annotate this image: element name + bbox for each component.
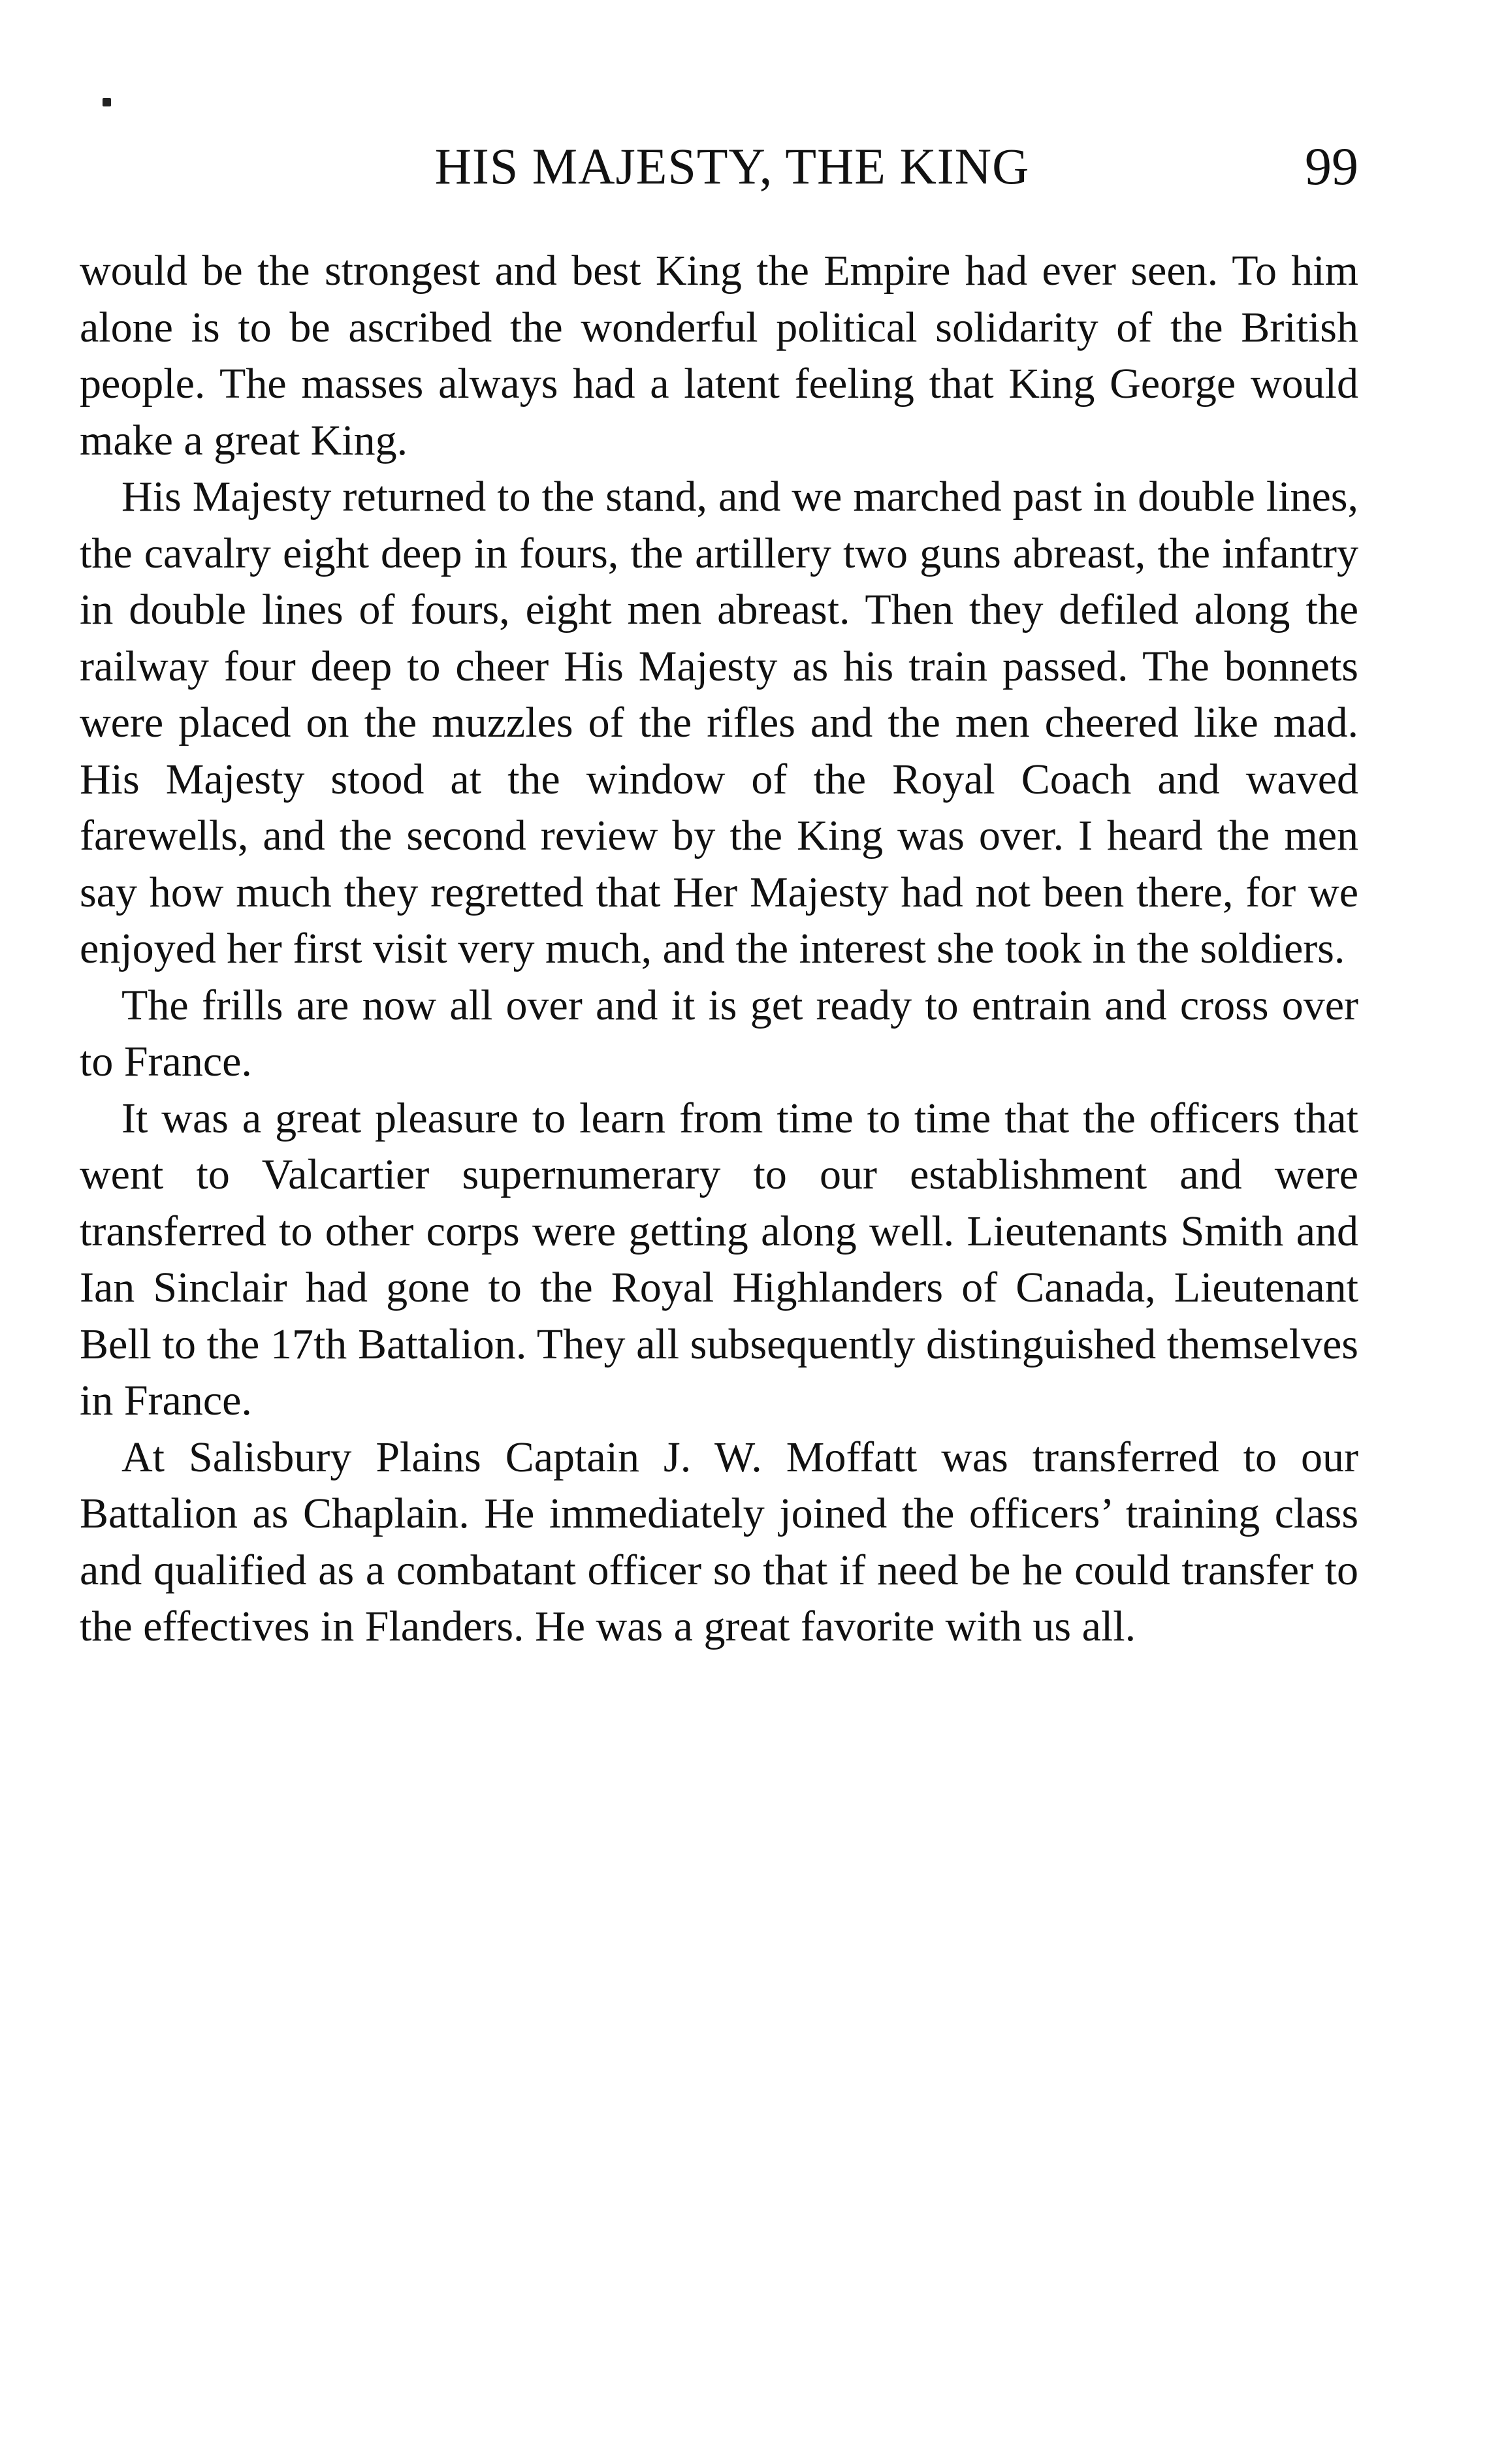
page-number: 99 <box>1305 136 1358 196</box>
paragraph-review: His Majesty returned to the stand, and we marched past in double lines, the cavalry eight deep in fours, the artillery two guns abreast, the infantry in double lines of fours, eight men abreast. Then they defiled along the railway four deep to cheer His Majesty as his train passed. The bonnets were placed on the muzzles of the rifles and the men cheered like mad. His Majesty stood at the window of the Royal Coach and waved farewells, and the second review by the King was over. I heard the men say how much they regretted that Her Majesty had not been there, for we enjoyed her first visit very much, and the interest she took in the soldiers. <box>80 473 1358 972</box>
body-text <box>80 243 1358 1656</box>
paragraph-officers: It was a great pleasure to learn from time to time that the officers that went to Valcartier supernumerary to our establishment and were transferred to other corps were getting along well. Lieutenants Smith and Ian Sinclair had gone to the Royal Highlanders of Canada, Lieutenant Bell to the 17th Battalion. They all subsequently distinguished themselves in France. <box>80 1094 1358 1424</box>
running-head: HIS MAJESTY, THE KING <box>434 138 1030 195</box>
paragraph-entrain: The frills are now all over and it is get ready to entrain and cross over to France. <box>80 981 1358 1085</box>
page-header <box>80 131 1358 202</box>
scan-speck <box>103 98 111 106</box>
paragraph-chaplain: At Salisbury Plains Captain J. W. Moffatt was transferred to our Battalion as Chaplain. He immediately joined the officers’ training class and qualified as a combatant officer so that if need be he could transfer to the effectives in Flanders. He was a great favorite with us all. <box>80 1433 1358 1650</box>
paragraph-continued: would be the strongest and best King the Empire had ever seen. To him alone is to be ascribed the wonderful political solidarity of the British people. The masses always had a latent feeling that King George would make a great King. <box>80 247 1358 464</box>
